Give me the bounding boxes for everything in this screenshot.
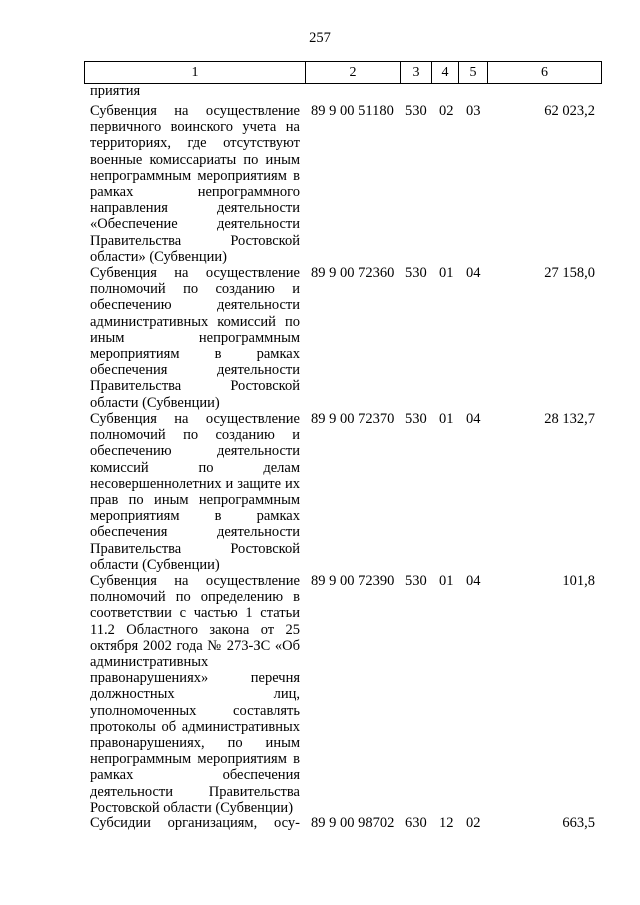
header-col-6: 6 (488, 62, 602, 84)
row-subsection: 04 (466, 411, 481, 427)
row-section: 01 (439, 265, 454, 281)
row-amount: 663,5 (562, 815, 595, 831)
row-expense-type: 530 (405, 103, 427, 119)
row-description: Субсидии организациям, осу- (90, 815, 300, 831)
row-code: 89 9 00 72370 (311, 411, 395, 427)
row-code: 89 9 00 51180 (311, 103, 394, 119)
header-col-3: 3 (401, 62, 432, 84)
row-code: 89 9 00 72360 (311, 265, 395, 281)
row-subsection: 03 (466, 103, 481, 119)
row-code: 89 9 00 98702 (311, 815, 395, 831)
header-col-4: 4 (432, 62, 459, 84)
row-description: Субвенция на осуществление полномочий по созданию и обеспечению деятельности административных комиссий по иным непрограммным мероприятиям в рамках обеспечения деятельности Правительства Ростовской области (Субвенции) (90, 265, 300, 411)
row-section: 01 (439, 411, 454, 427)
row-expense-type: 530 (405, 573, 427, 589)
row-expense-type: 530 (405, 411, 427, 427)
page-number: 257 (309, 30, 331, 46)
header-col-2: 2 (306, 62, 401, 84)
row-section: 12 (439, 815, 454, 831)
row-subsection: 04 (466, 265, 481, 281)
row-expense-type: 530 (405, 265, 427, 281)
row-amount: 101,8 (562, 573, 595, 589)
row-section: 02 (439, 103, 454, 119)
continuation-text: приятия (90, 83, 141, 99)
header-col-1: 1 (85, 62, 306, 84)
row-amount: 62 023,2 (544, 103, 595, 119)
header-col-5: 5 (459, 62, 488, 84)
row-code: 89 9 00 72390 (311, 573, 395, 589)
row-description: Субвенция на осуществление полномочий по определению в соответствии с частью 1 статьи 11.2 Областного закона от 25 октября 2002 года № 273-ЗС «Об административных правонарушениях» перечня должностных лиц, уполномоченных составлять протоколы об административных правонарушениях, по иным непрограммным мероприятиям в рамках обеспечения деятельности Правительства Ростовской области (Субвенции) (90, 573, 300, 816)
row-subsection: 04 (466, 573, 481, 589)
row-description: Субвенция на осуществление первичного воинского учета на территориях, где отсутствуют военные комиссариаты по иным непрограммным мероприятиям в рамках непрограммного направления деятельности «Обеспечение деятельности Правительства Ростовской области» (Субвенции) (90, 103, 300, 265)
row-expense-type: 630 (405, 815, 427, 831)
table-header (84, 61, 602, 84)
row-section: 01 (439, 573, 454, 589)
row-amount: 27 158,0 (544, 265, 595, 281)
row-description: Субвенция на осуществление полномочий по созданию и обеспечению деятельности комиссий по делам несовершеннолетних и защите их прав по иным непрограммным мероприятиям в рамках обеспечения деятельности Правительства Ростовской области (Субвенции) (90, 411, 300, 573)
row-amount: 28 132,7 (544, 411, 595, 427)
row-subsection: 02 (466, 815, 481, 831)
